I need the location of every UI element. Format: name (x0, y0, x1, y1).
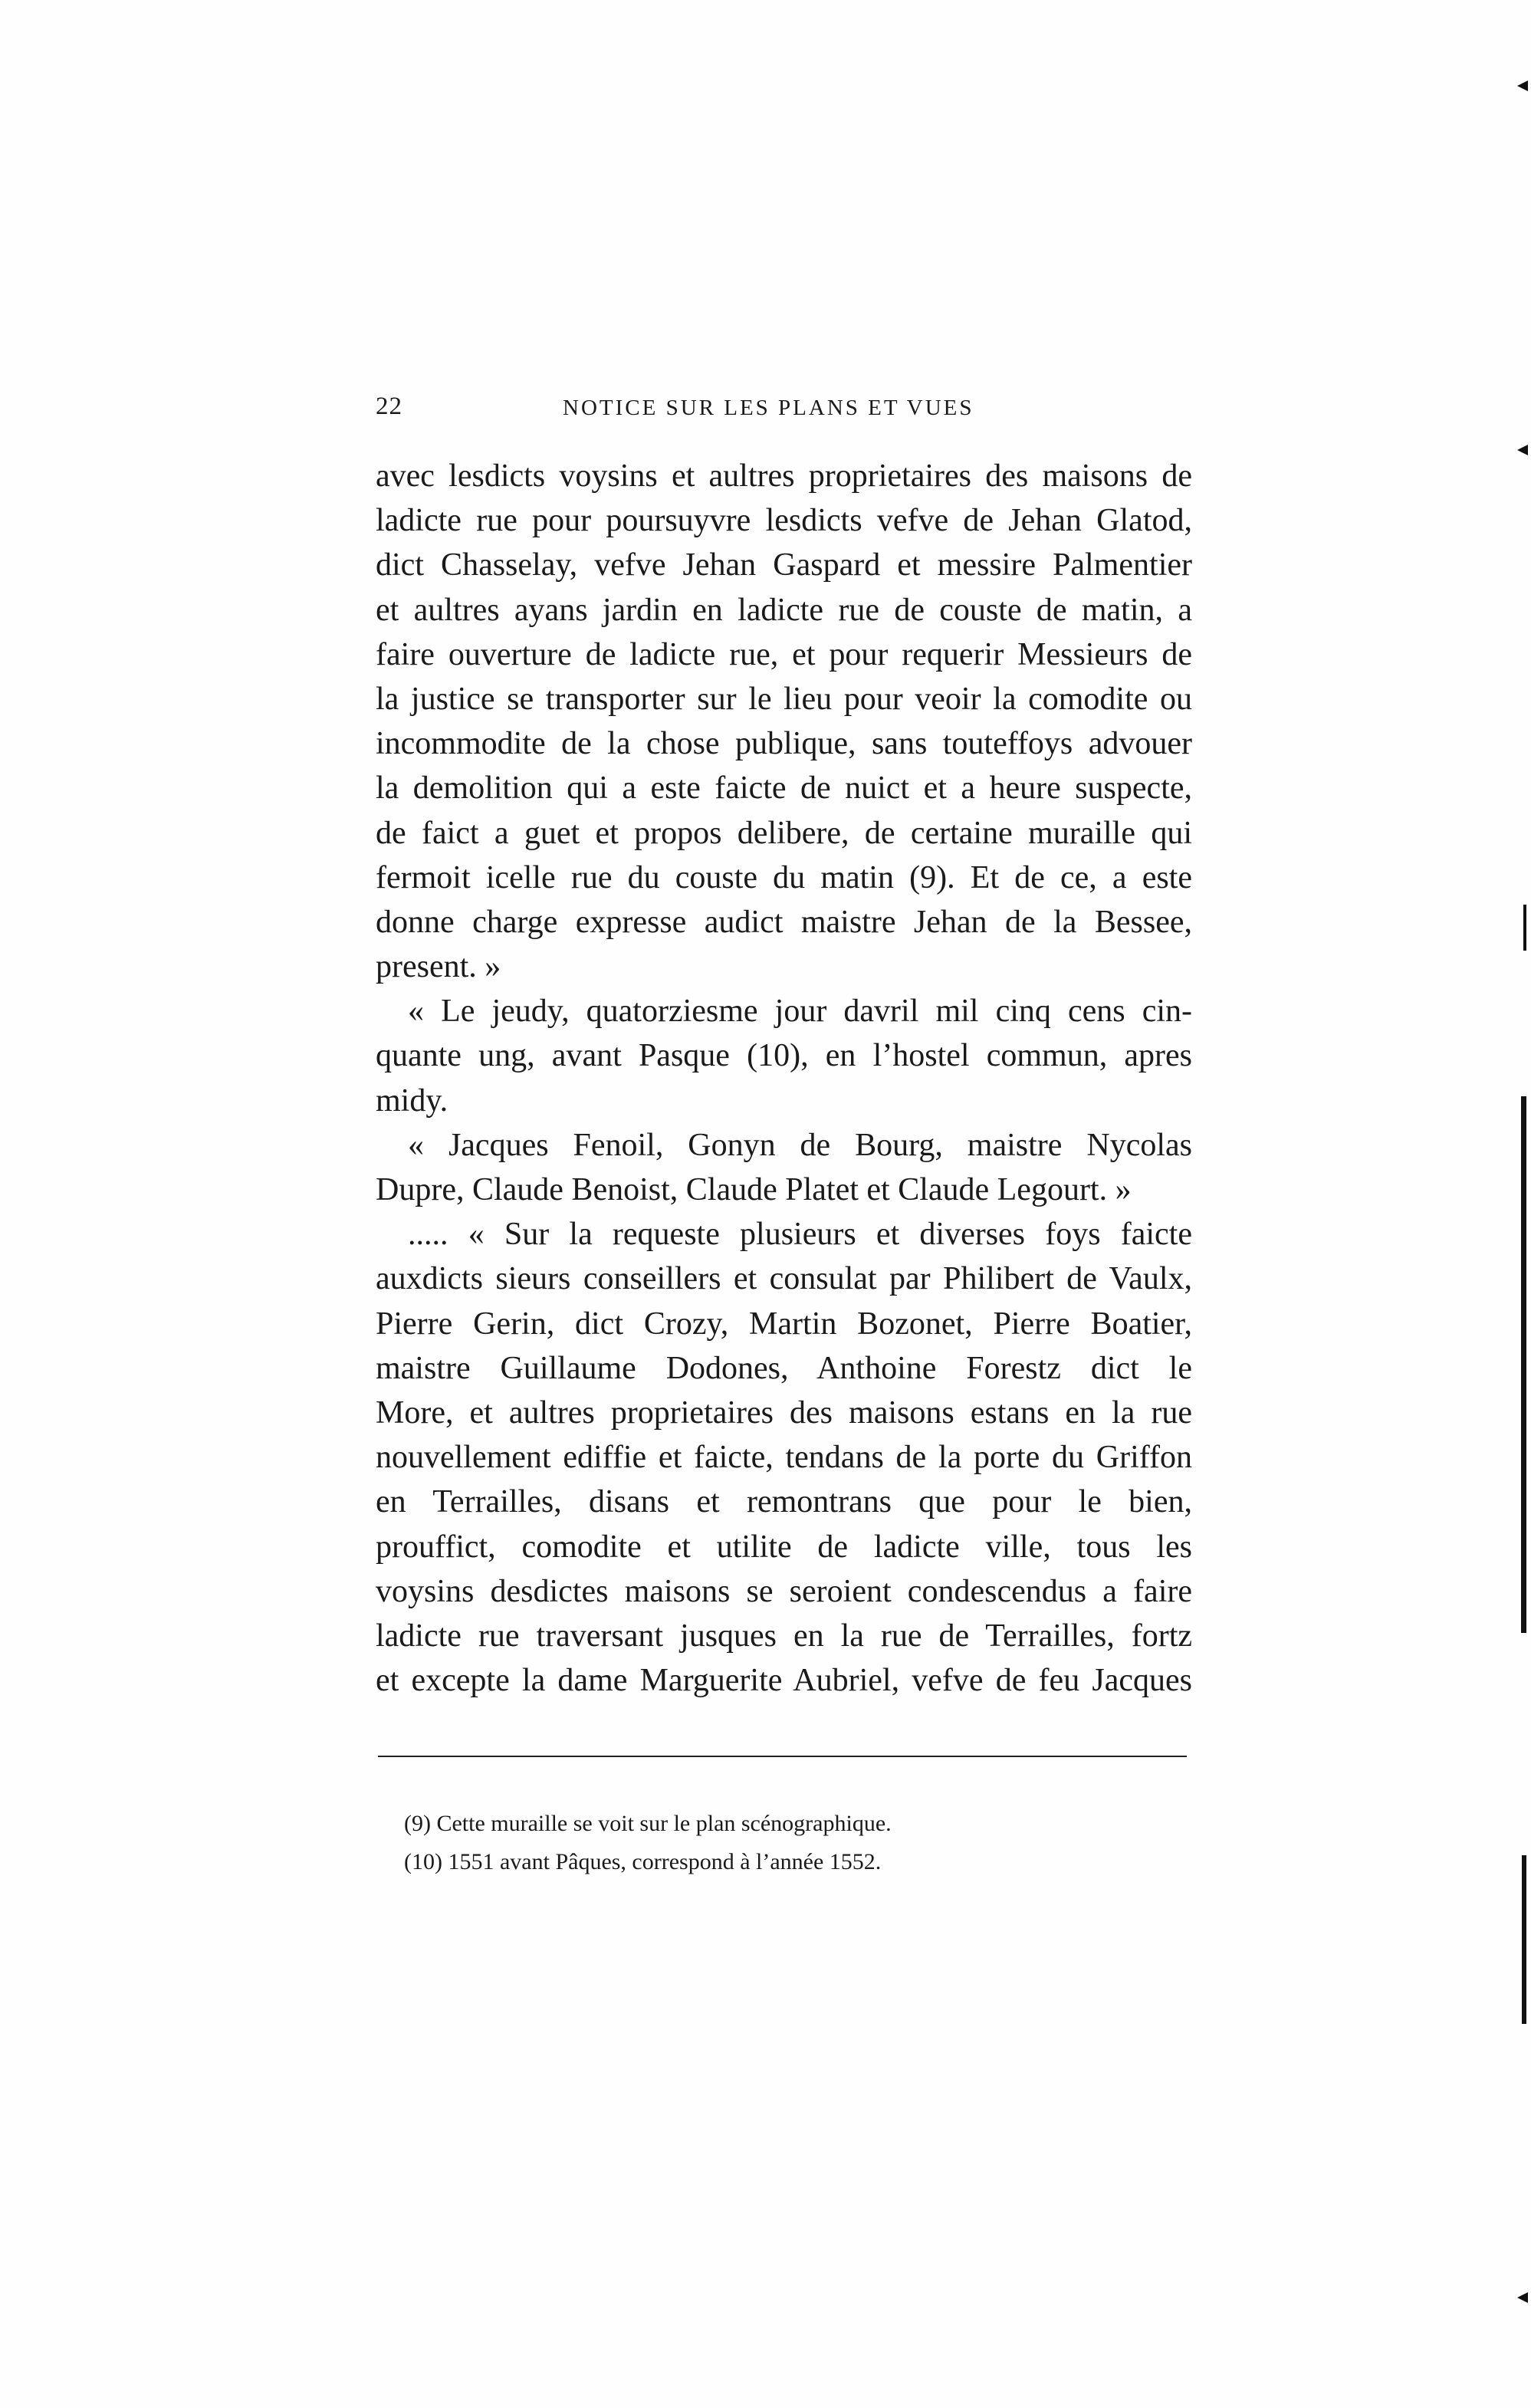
scan-edge-mark (1521, 1096, 1526, 1633)
body-text (376, 454, 1192, 1703)
text-line: prouffict, comodite et utilite de ladicte ville, tous les (376, 1529, 1192, 1565)
text-line: et excepte la dame Marguerite Aubriel, vefve de feu Jacques (376, 1663, 1192, 1699)
text-line: auxdicts sieurs conseillers et consulat par Philibert de Vaulx, (376, 1261, 1192, 1297)
text-line: en Terrailles, disans et remontrans que pour le bien, (376, 1484, 1192, 1520)
text-line: de faict a guet et propos delibere, de certaine muraille qui (376, 815, 1192, 851)
text-line: ..... « Sur la requeste plusieurs et diverses foys faicte (408, 1217, 1192, 1253)
text-line: ladicte rue traversant jusques en la rue de Terrailles, fortz (376, 1618, 1192, 1654)
scan-edge-mark (1517, 2292, 1528, 2303)
text-line: present. » (376, 949, 501, 985)
text-line: midy. (376, 1082, 448, 1119)
text-line: la demolition qui a este faicte de nuict et a heure suspecte, (376, 770, 1192, 806)
scan-edge-mark (1523, 905, 1526, 951)
running-title: NOTICE SUR LES PLANS ET VUES (563, 396, 974, 420)
text-line: « Jacques Fenoil, Gonyn de Bourg, maistre Nycolas (408, 1127, 1192, 1163)
footnote-divider (378, 1756, 1187, 1757)
footnote: (10) 1551 avant Pâques, correspond à l’année 1552. (404, 1849, 882, 1874)
text-line: voysins desdictes maisons se seroient condescendus a faire (376, 1573, 1192, 1609)
text-line: Dupre, Claude Benoist, Claude Platet et Claude Legourt. » (376, 1172, 1132, 1207)
text-line: ladicte rue pour poursuyvre lesdicts vefve de Jehan Glatod, (376, 503, 1192, 539)
text-line: dict Chasselay, vefve Jehan Gaspard et messire Palmentier (376, 547, 1192, 583)
text-line: et aultres ayans jardin en ladicte rue de couste de matin, a (376, 592, 1192, 628)
running-head (376, 393, 1188, 431)
text-line: incommodite de la chose publique, sans touteffoys advouer (376, 726, 1192, 762)
text-line: la justice se transporter sur le lieu pour veoir la comodite ou (376, 681, 1192, 717)
text-line: avec lesdicts voysins et aultres proprietaires des maisons de (376, 458, 1192, 494)
text-line: maistre Guillaume Dodones, Anthoine Forestz dict le (376, 1350, 1192, 1386)
text-line: Pierre Gerin, dict Crozy, Martin Bozonet, Pierre Boatier, (376, 1306, 1192, 1342)
text-line: More, et aultres proprietaires des maisons estans en la rue (376, 1395, 1192, 1431)
footnotes (404, 1805, 1171, 1881)
text-line: quante ung, avant Pasque (10), en l’hostel commun, apres (376, 1038, 1192, 1074)
scan-edge-mark (1517, 80, 1528, 91)
text-line: donne charge expresse audict maistre Jehan de la Bessee, (376, 904, 1192, 940)
text-line: nouvellement ediffie et faicte, tendans de la porte du Griffon (376, 1440, 1192, 1476)
text-line: faire ouverture de ladicte rue, et pour requerir Messieurs de (376, 636, 1192, 672)
footnote: (9) Cette muraille se voit sur le plan scénographique. (404, 1811, 892, 1836)
text-line: « Le jeudy, quatorziesme jour davril mil cinq cens cin- (408, 994, 1192, 1030)
scan-edge-mark (1517, 445, 1528, 455)
page-number: 22 (376, 393, 402, 420)
text-line: fermoit icelle rue du couste du matin (9). Et de ce, a este (376, 859, 1192, 895)
scan-edge-mark (1522, 1855, 1526, 2024)
